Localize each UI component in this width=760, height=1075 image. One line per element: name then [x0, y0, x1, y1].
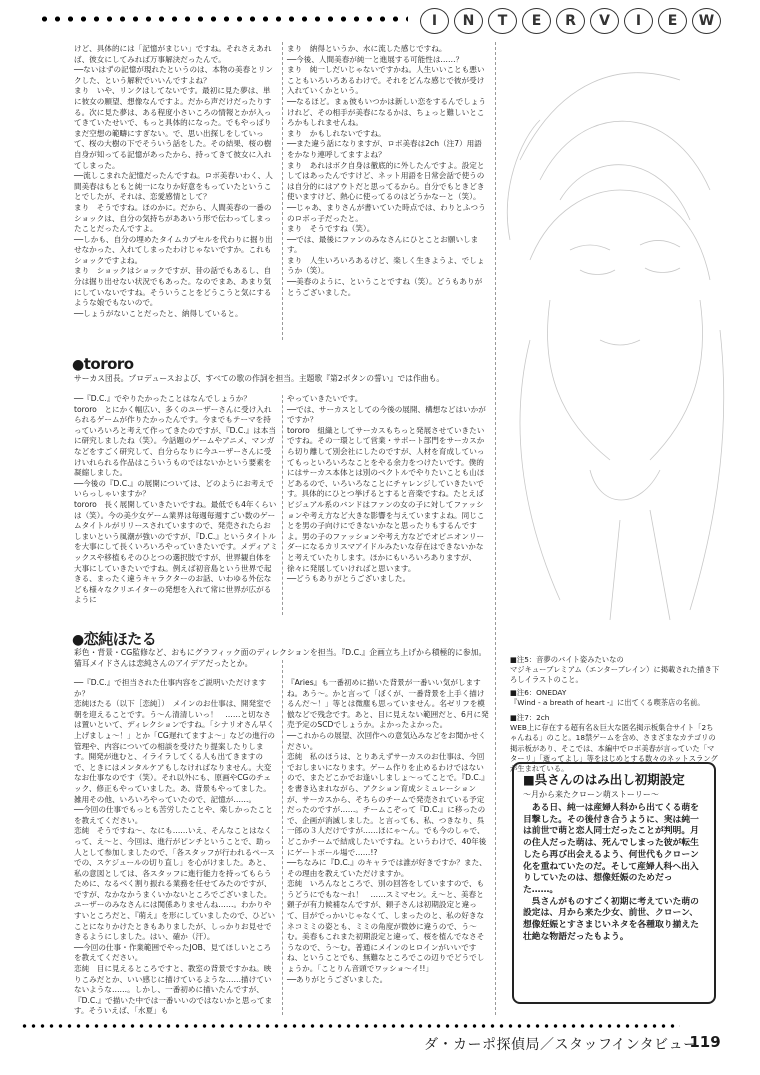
interview-header [420, 8, 721, 34]
column-divider [282, 660, 283, 1015]
tororo-profile: サーカス団長。プロデュースおよび、すべての歌の作詞を担当。主題歌『第2ボタンの誓い』では作曲も。 [74, 374, 445, 383]
section-heading-tororo: ● tororo [72, 355, 134, 373]
sidebar-box-body: ある日、純一は産婦人科から出てくる萌を目撃した。その後付き合うように、実は純一は前世で萌と恋人同士だったことが判明。月の住人だった萌は、死んでしまった彼が転生したら再び出会えるよう、何世代もクローン化を重ねていたのだ。そして産婦人科へ出入りしていたのは、想像妊娠のためだった……。 呉さんがものすごく初期に考えていた萌の設定は、月から来た少女、前世、クローン、想像妊娠とすさまじいネタを各種取り揃えた壮絶な物語だったもよう。 [523, 803, 699, 942]
header-letter: N [454, 8, 483, 34]
header-letter: I [624, 8, 653, 34]
column-divider [495, 42, 496, 1015]
page-number: 119 [689, 1033, 721, 1051]
header-letter: I [420, 8, 449, 34]
header-letter: E [658, 8, 687, 34]
interview-mari-col2: まり 納得というか、水に流した感じですね。 ──今後、人間美春が純一と進展する可能性は……？ まり 純一しだいじゃないですかね。人生いいことも悪いこともいろいろあるわけで。それをどんな感じで彼が受け入れていくかという。 ──なるほど。まぁ彼もいつかは新しい恋をするんでしょうけれど、その相手が美春になるかは、ちょっと難しいところかもしれませんね。 まり かもしれないですね。 ──また違う話になりますが、ロボ美春は2ch（注7）用語をかなり連呼してますよね？ まり あれはボク自身は徹底的に外したんですよ。設定としてはあったんですけど、ネット用語を日常会話で使うのは自分的にはアウトだと思ってるから。自分でもときどき使いますけど、熱心に使ってるのはどうかなーと（笑）。 ──じゃあ、まりさんが書いていた時点では、わりとふつうのロボっ子だったと。 まり そうですね（笑）。 ──では、最後にファンのみなさんにひとことお願いします。 まり 人生いろいろあるけど、楽しく生きようよ、でしょうか（笑）。 ──美春のように、ということですね（笑）。どうもありがとうございました。 [287, 44, 486, 297]
koizumi-profile: 彩色・背景・CG監修など、おもにグラフィック面のディレクションを担当。『D.C.』企画立ち上げから積極的に参加。猫耳メイドさんは恋純さんのアイデアだったとか。 [74, 648, 487, 668]
header-letter: E [522, 8, 551, 34]
interview-mari-col1: けど、具体的には「記憶がまじい」ですね。それさえあれば、彼女にしてみれば万事解決だったんで。 ──ないはずの記憶が現れたというのは、本物の美春とリンクした、という解釈でいいんですよね？ まり いや、リンクはしてないです。最初に見た夢は、単に彼女の願望、想像なんですよ。だから声だけだったりする。次に見た夢は、ある程度小さいころの情報とかが入ってきていたせいで、もっと具体的になった。でもやっぱりまだ空想の範疇にすぎない。で、思い出探しをしていって、桜の大樹の下でそういう話をした。その結果、桜の樹自身が知ってる記憶があったから、持ってきて彼女に入れてしまった。 ──流しこまれた記憶だったんですね。ロボ美春いわく、人間美春はもともと純一になりか好意をもっていたということでしたが、それは、恋愛感情として？ まり そうですね。ほのかに。だから、人間美春の一番のショックは、自分の気持ちがああいう形で伝わってしまったことだったんですよ。 ──しかも、自分の埋めたタイムカプセルを代わりに掘り出せなかった、入れてしまったわけじゃないですか。これもショックですよね。 まり ショックはショックですが、昔の話でもあるし、自分は掘り出せない状況でもあった。なのでまあ、あまり気にしていないですね。そういうことをどうこうと気にするような娘でもないので。 ──しょうがないことだったと、納得していると。 [74, 44, 273, 318]
interview-tororo-col2: やっていきたいです。 ──では、サーカスとしての今後の展開、構想などはいかがですか？ tororo 組織としてサーカスもちっと発展させていきたいですね。その一環として営業・サポート部門をサーカスから切り離して別会社にしたのですが、人材を育成していってもっといろいろなことをやる余力をつけたいです。僕的にはサーカス本体とは別のベクトルでやりたいことも山ほどあるので、いろいろなことにチャレンジしていきたいです。具体的にひとつ挙げるとすると音楽ですね。たとえばビジュアル系のバンドはファンの女の子に対してファッションや考え方など大きな影響を与えていますよね。同じことを男の子向けにできないかなと思ったりもするんですよ。男の子のファッションや考え方などでオピニオンリーダーになるカリスマアイドルみたいな存在はできないかなと考えていたりします。ほかにもいろいろありますが、徐々に発展していければと思います。 ──どうもありがとうございました。 [287, 394, 486, 584]
interview-koizumi-col1: ──『D.C.』で担当された仕事内容をご説明いただけますか？ 恋純ほたる（以下［恋純］） メインのお仕事は、開発室で朝を迎えることです。う〜ん清清しいっ！ ……と切なさは置いといて、ディレクションですね。「シナリオさん早く上げましょ〜！」とか「CG遅れてますよ〜」などの進行の管理や、内容についての相談を受けたり提案したりします。開発が進むと、イライラしてくる人も出てきますので、ときにはメンタルケアもしなければなりません。大変なお仕事なのです（笑）。それ以外にも、原画やCGのチェック、修正もやっていました。あ、背景もやってました。雑用その他、いろいろやっていたので、記憶が……。 ──今回の仕事でもっとも苦労したことや、楽しかったことを教えてください。 恋純 そうですね〜、なにも……いえ、そんなことはなくって、え〜と、今回は、進行がピンチということで、助っ人として参加しましたので、「各スタッフが行われるペースでの、スケジュールの切り直し」を心がけました。あと、私の意図としては、各スタッフに進行能力を持ってもらうために、なるべく割り振れる業務を任せてみたのですが、ですが、なかなかうまくいかないところでございました。ユーザーのみなさんには関係ありませんね……。わかりやすいところだと、『萌え』を形にしていましたので、ひどいことになりかけたときもありましたが、しっかりお見せできるようにしました。はい、確か（汗）。 ──今回の仕事・作業範囲でやったJOB、見てほしいところを教えてください。 恋純 目に見えるところですと、教室の背景ですかね。映りこみだとか、いい感じに描けているような……描けていないような……。しかし、一番初めに描いたんですが、『D.C.』で描いた中では一番いいのではないかと思ってます。そういえば、「水夏」も [74, 678, 276, 1016]
interview-koizumi-col2: 『Aries』も一番初めに描いた背景が一番いい気がしますね。あう〜。かと言って「ぼくが、一番背景を上手く描けるんだ〜！」等とは微塵も思っていません。名ゼリフを模倣などで残念です。あと、目に見えない範囲だと、6月に発売予定のSCDでしょうか。よかったよかった。 ──これからの展望、次回作への意気込みなどをお聞かせください。 恋純 私のほうは、とりあえずサーカスのお仕事は、今回でおしまいになります。ゲーム作りを止めるわけではないので、またどこかでお逢いしましょ〜ってことで。『D.C.』を書き込まれながら、アクション育成シミュレーションが、サーカスから、そちらのチームで発売されている予定だったのですが……。チームこぞって『D.C.』に移ったので、企画が消滅しました。と言っても、私、つきなり、呉一郎の３人だけですが……ほにゃ〜ん。でも今のしゃで、どこかチームで結成したいですね。というわけで、40年後にゲートボール場で……!? ──ちなみに『D.C.』のキャラでは誰が好きですか？また、その理由を教えていただけますか。 恋純 いろんなところで、別の回答をしていますので、もうどうにでもな〜れ！ ……スミマセン。え〜と、美春と頼子が有力候補なんですが、頼子さんは初期設定と違って、目がでっかいじゃなくて、しまったのと、私の好きなネコミミの姿とも、ミミの角度が微妙に違うので、う〜む。美春もこれまた初期設定と違って、桜を植んでなさそうなので、う〜む。普通にメインのヒロインがいいですね、ということでも、無難なところでこの辺りでどうでしょうか。「ことりん音頭でワッショ〜イ!!」 ──ありがとうございました。 [287, 678, 489, 984]
header-letter: W [692, 8, 721, 34]
footnote-5: ■注5：音夢のバイト姿みたいなの マジキューブレミアム（エンターブレイン）に掲載された描き下ろしイラストのこと。 [510, 655, 720, 685]
interview-tororo-col1: ──『D.C.』でやりたかったことはなんでしょうか？ tororo とにかく幅広い、多くのユーザーさんに受け入れられるゲームが作りたかったんです。今までもテーマを持っていろいろと考えて作ってきたのですが、『D.C.』は本当に研究しましたね（笑）。今話題のゲームやアニメ、マンガなどをすごく研究して、自分らなりに今ユーザーさんに受けいれられる作品はこういうものではないかという要素を凝縮しました。 ──今後の『D.C.』の展開については、どのようにお考えでいらっしゃいますか？ tororo 長く展開していきたいですね。最低でも4年くらいは（笑）。今の美少女ゲーム業界は毎週毎週すごい数のゲームタイトルがリリースされていますので、発売されたらおしまいという風潮が強いのですが、『D.C.』というタイトルを大事にして長くいろいろやっていきたいです。メディアミックスや移植もそのひとつの選択肢ですが、世界観自体を大事にしていきたいですね。例えば初音島という世界で起きる、まったく違うキャラクターのお話、いわゆる外伝なども様々なクリエイターの発想を入れて常に世界が広がるように [74, 394, 278, 605]
footer-dots [20, 1022, 680, 1030]
column-divider [282, 42, 283, 340]
footnote-6: ■注6：ONEDAY 『Wind ‐ a breath of heart ‐』に出てくる喫茶店の名前。 [510, 688, 705, 708]
footer-title: ダ・カーポ探偵局／スタッフインタビュー [424, 1037, 698, 1053]
header-letter: R [556, 8, 585, 34]
character-sketch-illustration [500, 40, 730, 640]
header-dots [38, 14, 408, 24]
sidebar-box-subtitle: 〜月から来たクローン萌ストーリー〜 [523, 790, 659, 799]
section-heading-koizumi: ● 恋純ほたる [72, 628, 156, 649]
footnote-7: ■注7：2ch WEB上に存在する超有名＆巨大な匿名掲示板集合サイト「2ちゃんねる」のこと。18禁ゲームを含め、さまざまなカテゴリの掲示板があり、そこでは、本編中でロボ美春が言っていた「マターリ」「逝ってよし」等をはじめとする数々のネットスラングが生まれている。 [510, 713, 718, 774]
header-letter: V [590, 8, 619, 34]
column-divider [282, 395, 283, 615]
sidebar-box-initial-setting [512, 762, 716, 1004]
header-letter: T [488, 8, 517, 34]
sidebar-box-title: ■呉さんのはみ出し初期設定 [523, 772, 685, 787]
